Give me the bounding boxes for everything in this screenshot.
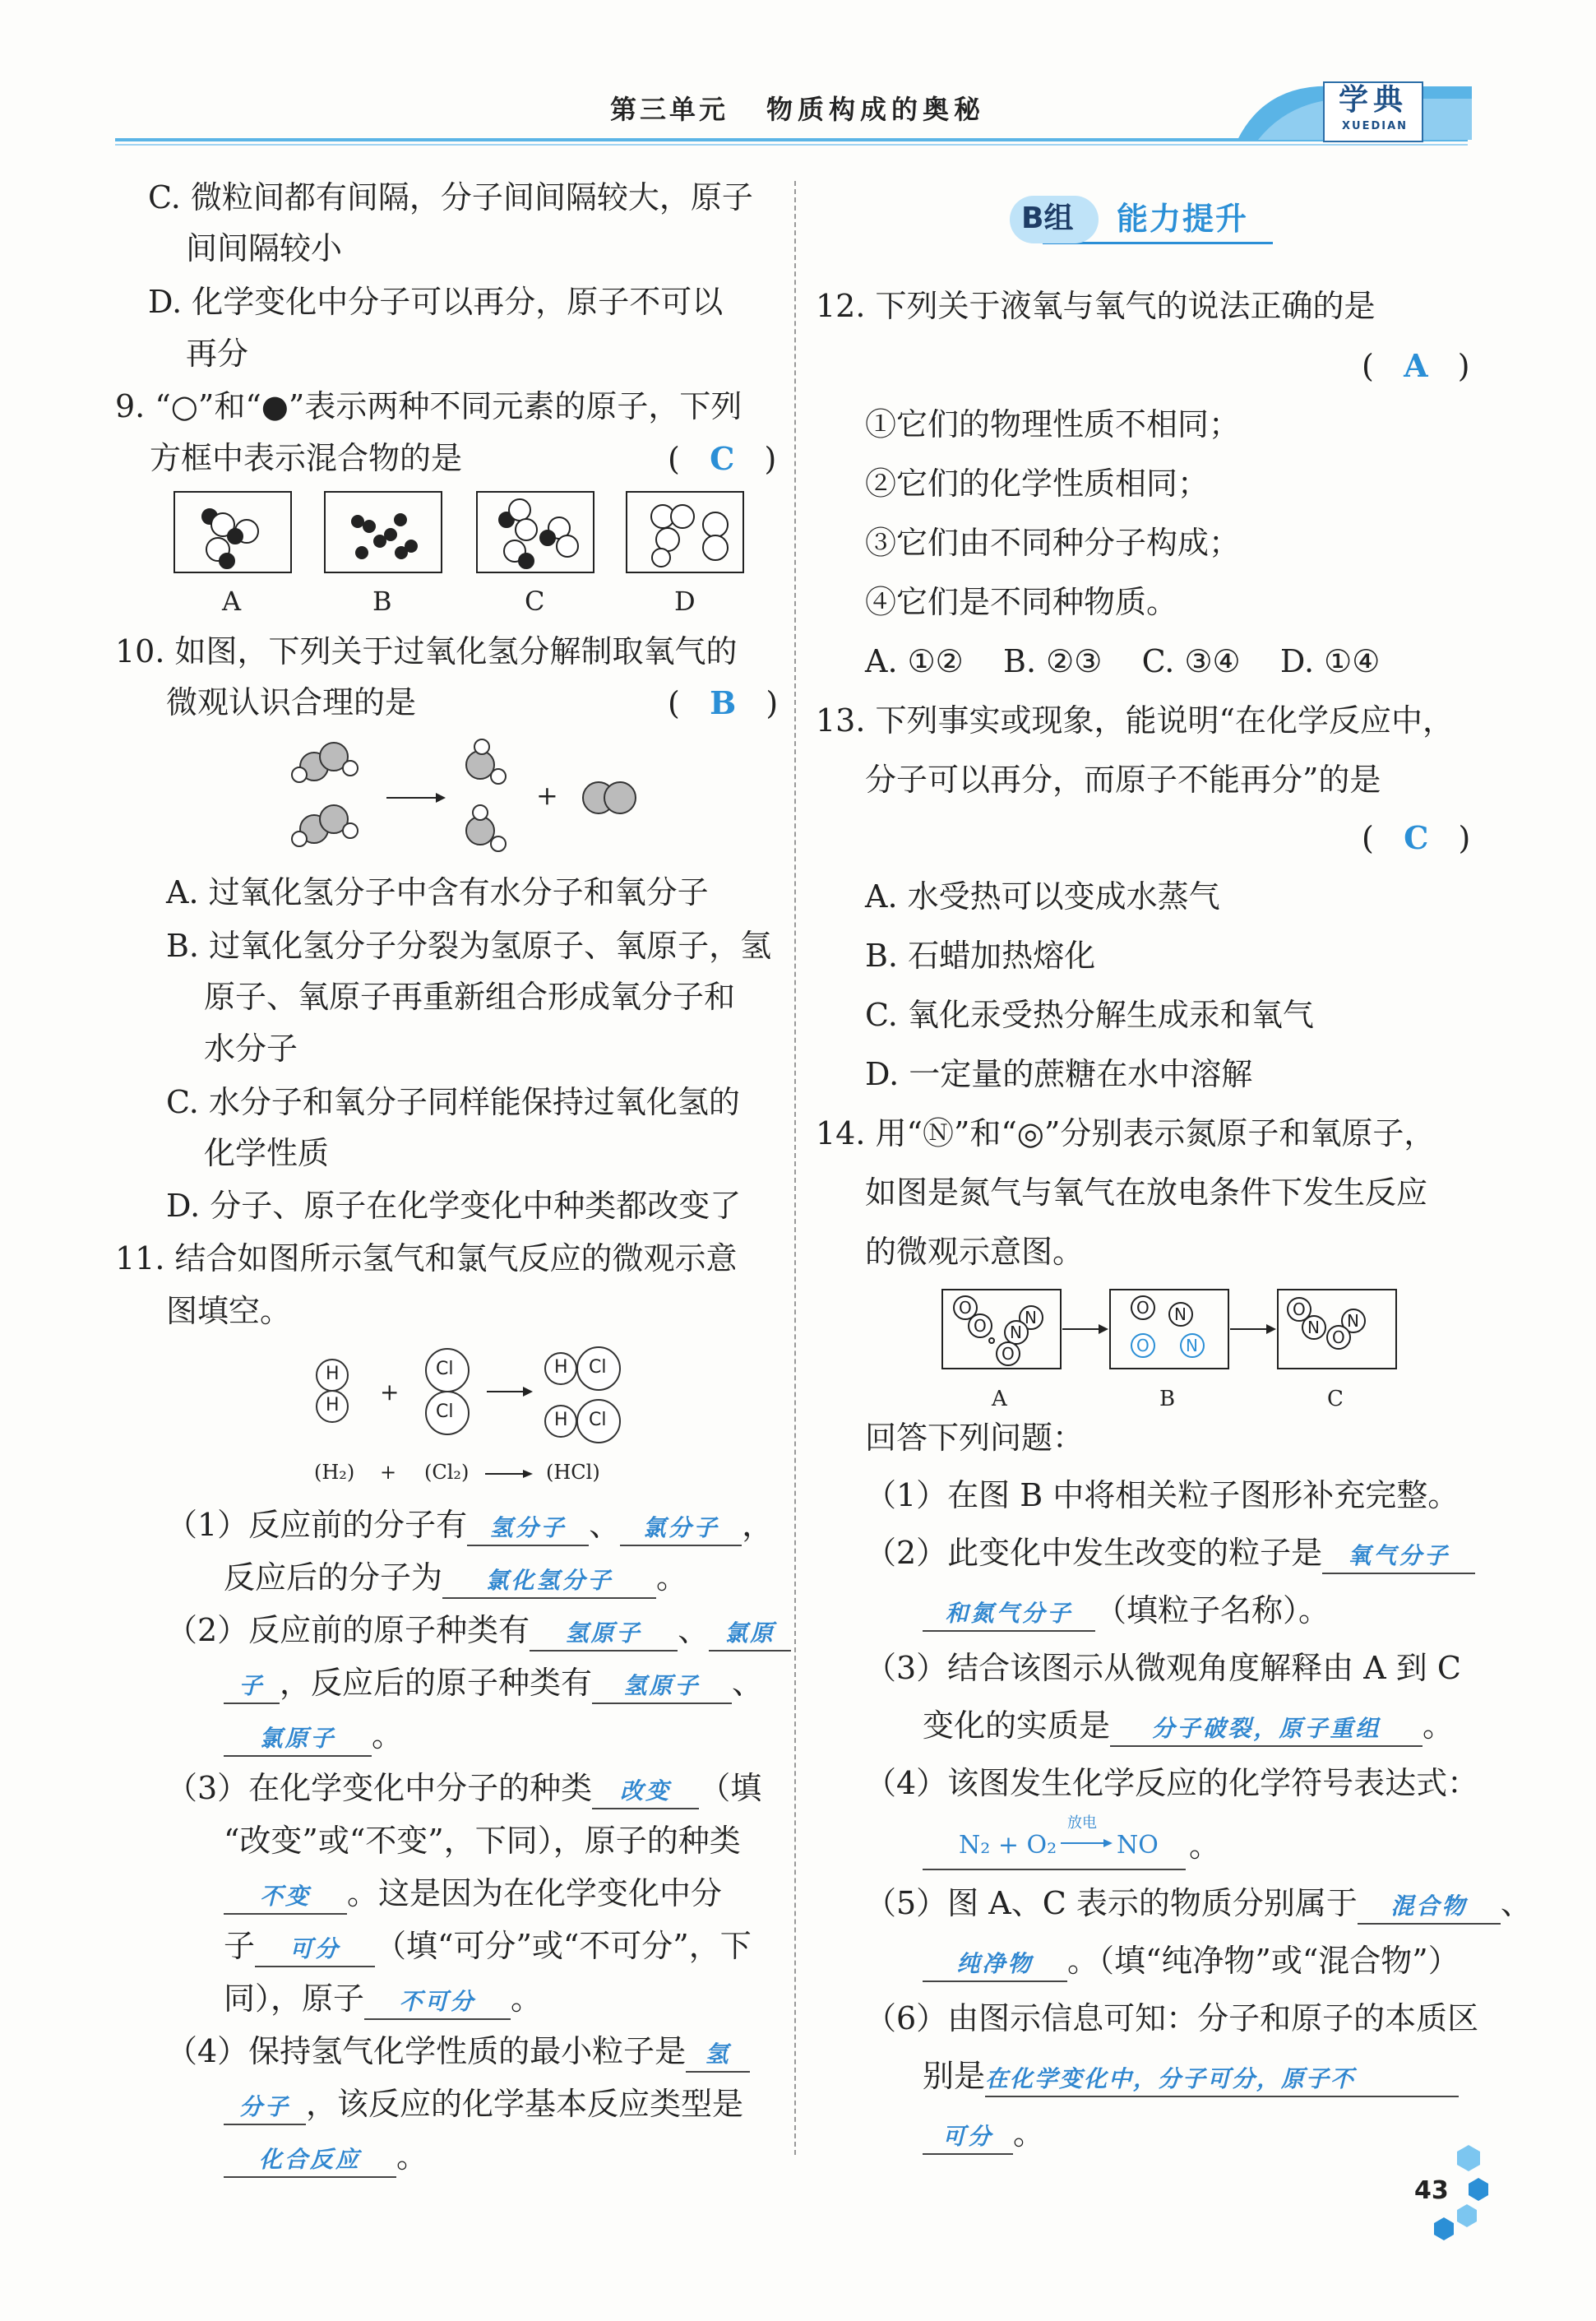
q13-answer-paren: ( C ) <box>1362 819 1471 856</box>
q11-atom-h-2: H <box>326 1395 340 1415</box>
q11-part4-line3 <box>224 2138 428 2178</box>
q11-part3-line3 <box>224 1875 722 1915</box>
q13-option-d: D. 一定量的蔗糖在水中溶解 <box>865 1056 1253 1092</box>
q11-part3-answer1: 改变 <box>620 1777 672 1804</box>
q8-option-c-line2: 间间隔较小 <box>186 230 343 266</box>
q9-box-a-particles <box>202 509 258 568</box>
q11-atom-cl-2: Cl <box>436 1401 454 1422</box>
q11-part2-text: （2）反应前的原子种类有 <box>166 1612 530 1648</box>
q14-part5-line2 <box>923 1943 1460 1982</box>
q14-atom-o-b1: O <box>1136 1298 1150 1318</box>
q11-atom-cl-1: Cl <box>436 1359 454 1379</box>
q14-part3-line2 <box>923 1707 1454 1747</box>
q10-option-c-line2: 化学性质 <box>204 1135 330 1171</box>
q14-atom-n-b1: N <box>1174 1304 1187 1324</box>
q11-part3-end2: （填“可分”或“不可分”，下 <box>375 1928 752 1964</box>
q11-part3-line5 <box>224 1980 542 2020</box>
q14-atom-n-a1: N <box>1025 1308 1037 1327</box>
q14-part6-answer2: 可分 <box>941 2123 993 2150</box>
q11-part4-text: （4）保持氢气化学性质的最小粒子是 <box>166 2033 687 2069</box>
q9-label-d: D <box>674 586 696 617</box>
q14-part5-sep: 、 <box>1500 1885 1532 1921</box>
q11-part2-answer1: 氢原子 <box>565 1619 642 1647</box>
q8-option-d-line1: D. 化学变化中分子可以再分，原子不可以 <box>148 284 724 320</box>
brand-logo: 学典 <box>1339 82 1409 117</box>
q14-equation-arrow <box>1061 1837 1113 1849</box>
q14-part4-line1: （4）该图发生化学反应的化学符号表达式： <box>865 1765 1479 1801</box>
q14-part3-blank[interactable] <box>1110 1707 1423 1747</box>
q10-stem-line2: 微观认识合理的是 <box>166 684 417 720</box>
q11-caption-hcl: (HCl) <box>546 1461 600 1484</box>
q14-label-b: B <box>1159 1387 1176 1411</box>
q14-part4-end: 。 <box>1189 1828 1221 1864</box>
q14-part2-text2: （填粒子名称）。 <box>1095 1592 1330 1628</box>
q11-part1-blank3[interactable] <box>442 1559 656 1599</box>
q14-part3-text: 变化的实质是 <box>923 1707 1111 1744</box>
q11-part3-text5: 同），原子 <box>224 1980 365 2017</box>
q11-caption-h2: (H₂) <box>314 1461 355 1484</box>
q14-part5-line1 <box>865 1885 1532 1925</box>
q10-option-d: D. 分子、原子在化学变化中种类都改变了 <box>166 1188 742 1224</box>
q14-label-c: C <box>1327 1387 1344 1411</box>
q11-part3-text3: 。这是因为在化学变化中分 <box>347 1875 723 1911</box>
q11-part2-answer3: 氢原子 <box>623 1672 701 1699</box>
q11-atom-h-1: H <box>326 1364 340 1384</box>
q11-part1-text2: 反应后的分子为 <box>224 1559 443 1596</box>
q14-equation-left: N₂ + O₂ <box>959 1831 1057 1860</box>
q11-part2-blank2[interactable] <box>709 1612 791 1652</box>
q11-part1-blank2[interactable] <box>620 1507 742 1546</box>
q14-atom-n-b2: N <box>1186 1336 1198 1355</box>
q11-part2-line3 <box>224 1717 403 1757</box>
q14-label-a: A <box>992 1387 1007 1411</box>
q13-option-b: B. 石蜡加热熔化 <box>865 938 1096 974</box>
q14-atom-o-a1: O <box>959 1298 972 1318</box>
group-badge-text: B组 <box>1021 202 1074 235</box>
q12-options: A. ①② B. ②③ C. ③④ D. ①④ <box>865 643 1381 679</box>
q9-label-b: B <box>372 586 392 617</box>
q11-part2-line2 <box>224 1665 763 1704</box>
q11-part3-answer4: 不可分 <box>399 1988 476 2015</box>
q14-equation-right: NO <box>1117 1831 1159 1860</box>
q14-atom-o-a2: O <box>974 1316 987 1336</box>
q11-part2-line1 <box>166 1612 791 1652</box>
q9-answer-paren: ( C ) <box>668 440 777 477</box>
q13-option-a: A. 水受热可以变成水蒸气 <box>865 878 1220 915</box>
q11-part3-line4 <box>224 1928 752 1967</box>
q14-part1: （1）在图 B 中将相关粒子图形补充完整。 <box>865 1477 1460 1513</box>
q11-part4-blank1-cont[interactable] <box>224 2086 306 2125</box>
q11-part3-line2: “改变”或“不变”，下同），原子的种类 <box>224 1823 741 1859</box>
q14-part6-blank[interactable] <box>985 2058 1459 2097</box>
q10-stem-line1: 10. 如图，下列关于过氧化氢分解制取氧气的 <box>115 633 738 669</box>
q11-caption-cl2: (Cl₂) <box>424 1461 470 1484</box>
q14-part2-blank1-cont[interactable] <box>923 1592 1095 1632</box>
q14-stem-line3: 的微观示意图。 <box>865 1234 1085 1270</box>
q10-option-a: A. 过氧化氢分子中含有水分子和氧分子 <box>166 874 709 910</box>
q12-answer: A <box>1404 347 1428 384</box>
q14-part4-equation[interactable] <box>923 1814 1186 1870</box>
q9-stem-line2: 方框中表示混合物的是 <box>150 440 463 476</box>
q11-part3-blank4[interactable] <box>364 1980 511 2020</box>
q11-atom-h-4: H <box>554 1410 568 1430</box>
q11-part3-blank1[interactable] <box>592 1770 699 1809</box>
q9-box-c-particles <box>499 499 578 568</box>
q11-part4-line1 <box>166 2033 750 2073</box>
q12-answer-paren: ( A ) <box>1362 347 1470 384</box>
q9-box-b-particles <box>351 513 418 559</box>
q11-part2-answer2a: 氯原 <box>724 1619 776 1647</box>
q11-part4-answer1a: 氢 <box>705 2041 731 2068</box>
q14-part6-end: 。 <box>1013 2115 1045 2152</box>
q14-part6-blank-cont[interactable] <box>923 2115 1013 2155</box>
q9-answer: C <box>710 440 735 477</box>
q11-caption-arrow <box>485 1467 534 1480</box>
q8-option-c-line1: C. 微粒间都有间隔，分子间间隔较大，原子 <box>148 179 753 215</box>
q10-option-b-line1: B. 过氧化氢分子分裂为氢原子、氧原子，氢 <box>166 928 772 964</box>
header-unit: 第三单元 <box>610 94 729 125</box>
q11-part2-blank2-cont[interactable] <box>224 1665 280 1704</box>
q11-part2-end2: 。 <box>372 1717 404 1753</box>
q11-part3-text4: 子 <box>224 1928 256 1964</box>
q11-stem-line1: 11. 结合如图所示氢气和氯气反应的微观示意 <box>115 1240 738 1276</box>
q13-stem-line2: 分子可以再分，而原子不能再分”的是 <box>865 762 1381 798</box>
q11-stem-line2: 图填空。 <box>166 1293 292 1329</box>
q14-part6-line1: （6）由图示信息可知：分子和原子的本质区 <box>865 2000 1479 2036</box>
q11-part4-end: 。 <box>396 2138 428 2175</box>
group-title: 能力提升 <box>1117 201 1249 237</box>
q14-part2-text: （2）此变化中发生改变的粒子是 <box>865 1535 1323 1571</box>
q14-part3-end: 。 <box>1423 1707 1455 1744</box>
q14-part5-blank2[interactable] <box>923 1943 1067 1982</box>
q14-part5-text: （5）图 A、C 表示的物质分别属于 <box>865 1885 1358 1921</box>
q14-atom-o-b2: O <box>1136 1336 1150 1355</box>
q14-equation-condition: 放电 <box>1067 1814 1097 1832</box>
q11-part2-end: 、 <box>732 1665 764 1701</box>
q11-part3-blank3[interactable] <box>255 1928 375 1967</box>
q14-part5-answer2: 纯净物 <box>956 1950 1034 1977</box>
q11-part3-end3: 。 <box>511 1980 543 2017</box>
column-divider <box>794 181 796 2155</box>
q14-part5-blank1[interactable] <box>1358 1885 1501 1925</box>
q14-prompt: 回答下列问题： <box>865 1420 1085 1456</box>
q11-part4-answer2: 化合反应 <box>258 2146 361 2173</box>
q10-figure-plus: + <box>536 780 558 811</box>
q9-label-a: A <box>222 586 242 617</box>
q14-atom-o-a3: O <box>1002 1344 1015 1364</box>
q11-part4-blank2[interactable] <box>224 2138 396 2178</box>
q11-part2-blank3[interactable] <box>592 1665 732 1704</box>
q12-statement-2: ②它们的化学性质相同； <box>865 466 1210 502</box>
q11-part2-blank4[interactable] <box>224 1717 372 1757</box>
q11-part3-answer3: 可分 <box>289 1935 341 1962</box>
q11-part3-end: （填 <box>699 1770 762 1806</box>
q14-atom-o-c1: O <box>1293 1299 1306 1319</box>
q11-part2-answer2b: 子 <box>238 1672 265 1699</box>
q11-part1-answer3: 氯化氢分子 <box>485 1567 613 1594</box>
q10-option-b-line2: 原子、氧原子再重新组合形成氧分子和 <box>204 979 736 1015</box>
q14-atom-n-a2: N <box>1010 1323 1022 1342</box>
q10-answer-paren: ( B ) <box>668 684 779 721</box>
q11-part3-blank2[interactable] <box>224 1875 347 1915</box>
q11-part2-sep: 、 <box>678 1612 710 1648</box>
q13-stem-line1: 13. 下列事实或现象，能说明“在化学反应中， <box>816 702 1454 739</box>
q13-answer: C <box>1404 819 1429 856</box>
q12-statement-3: ③它们由不同种分子构成； <box>865 525 1241 561</box>
brand-subtitle: XUEDIAN <box>1342 120 1409 132</box>
q11-atom-h-3: H <box>554 1357 568 1378</box>
page-header <box>0 0 1596 156</box>
q11-part4-answer1b: 分子 <box>238 2093 290 2120</box>
q14-atom-o-c2: O <box>1332 1327 1345 1347</box>
q14-part3-answer: 分子破裂，原子重组 <box>1151 1715 1381 1742</box>
q14-figure <box>937 1285 1398 1383</box>
q14-part3-line1: （3）结合该图示从微观角度解释由 A 到 C <box>865 1650 1461 1686</box>
q11-part1-answer1: 氢分子 <box>489 1514 567 1541</box>
q14-part6-text: 别是 <box>923 2058 986 2094</box>
q11-part1-line2 <box>224 1559 687 1599</box>
q14-part2-answer1: 氧气分子 <box>1348 1542 1450 1569</box>
page-number: 43 <box>1414 2176 1449 2205</box>
q8-option-d-line2: 再分 <box>186 336 249 372</box>
q11-atom-cl-4: Cl <box>589 1410 607 1430</box>
q12-statement-4: ④它们是不同种物质。 <box>865 584 1178 620</box>
q10-answer: B <box>710 684 737 721</box>
q11-part1-text: （1）反应前的分子有 <box>166 1507 468 1543</box>
q11-part3-answer2: 不变 <box>259 1883 311 1910</box>
q14-part2-line2 <box>923 1592 1330 1632</box>
q11-part4-line2 <box>224 2086 743 2125</box>
q12-statement-1: ①它们的物理性质不相同； <box>865 406 1241 442</box>
q9-box-d-particles <box>651 505 728 567</box>
q14-atom-n-c2: N <box>1347 1311 1359 1331</box>
group-header <box>1010 196 1273 248</box>
q11-part3-text: （3）在化学变化中分子的种类 <box>166 1770 593 1806</box>
q14-part6-line2 <box>923 2058 1459 2097</box>
q9-label-c: C <box>525 586 545 617</box>
q12-stem: 12. 下列关于液氧与氧气的说法正确的是 <box>816 288 1376 324</box>
q14-part2-blank1[interactable] <box>1322 1535 1475 1574</box>
q11-part4-text2: ，该反应的化学基本反应类型是 <box>306 2086 744 2122</box>
q13-option-c: C. 氧化汞受热分解生成汞和氧气 <box>865 997 1314 1033</box>
q11-part4-blank1[interactable] <box>686 2033 750 2073</box>
q11-part2-answer4: 氯原子 <box>259 1725 336 1752</box>
q14-part6-line3 <box>923 2115 1044 2155</box>
q11-figure-plus: + <box>380 1378 400 1406</box>
q11-part1-blank1[interactable] <box>467 1507 589 1546</box>
q14-part6-answer1: 在化学变化中，分子可分，原子不 <box>985 2065 1356 2092</box>
q14-stem-line1: 14. 用“Ⓝ”和“◎”分别表示氮原子和氧原子， <box>816 1115 1436 1151</box>
q11-part3-line1 <box>166 1770 761 1809</box>
q14-stem-line2: 如图是氮气与氧气在放电条件下发生反应 <box>865 1174 1428 1211</box>
q10-option-b-line3: 水分子 <box>204 1031 298 1067</box>
q11-part1-end2: 。 <box>656 1559 688 1596</box>
q11-part2-text2: ，反应后的原子种类有 <box>280 1665 593 1701</box>
q11-atom-cl-3: Cl <box>589 1357 607 1378</box>
q9-stem-line1: 9. “○”和“●”表示两种不同元素的原子，下列 <box>115 388 742 424</box>
q11-part1-sep: 、 <box>589 1507 621 1543</box>
header-title: 物质构成的奥秘 <box>766 94 986 125</box>
q14-part5-text2: 。（填“纯净物”或“混合物”） <box>1067 1943 1460 1979</box>
q14-part2-answer2: 和氮气分子 <box>945 1600 1073 1627</box>
q14-part2-line1 <box>865 1535 1475 1574</box>
q10-figure <box>280 737 666 869</box>
q10-option-c-line1: C. 水分子和氧分子同样能保持过氧化氢的 <box>166 1084 740 1120</box>
q14-atom-n-c1: N <box>1307 1318 1320 1337</box>
q11-caption-plus: + <box>380 1461 397 1484</box>
q14-part5-answer1: 混合物 <box>1390 1892 1468 1920</box>
q11-part1-answer2: 氯分子 <box>642 1514 719 1541</box>
q11-part1-end: ， <box>742 1507 774 1543</box>
q9-figure <box>164 487 756 586</box>
q11-part1-line1 <box>166 1507 773 1546</box>
q11-part2-blank1[interactable] <box>530 1612 678 1652</box>
